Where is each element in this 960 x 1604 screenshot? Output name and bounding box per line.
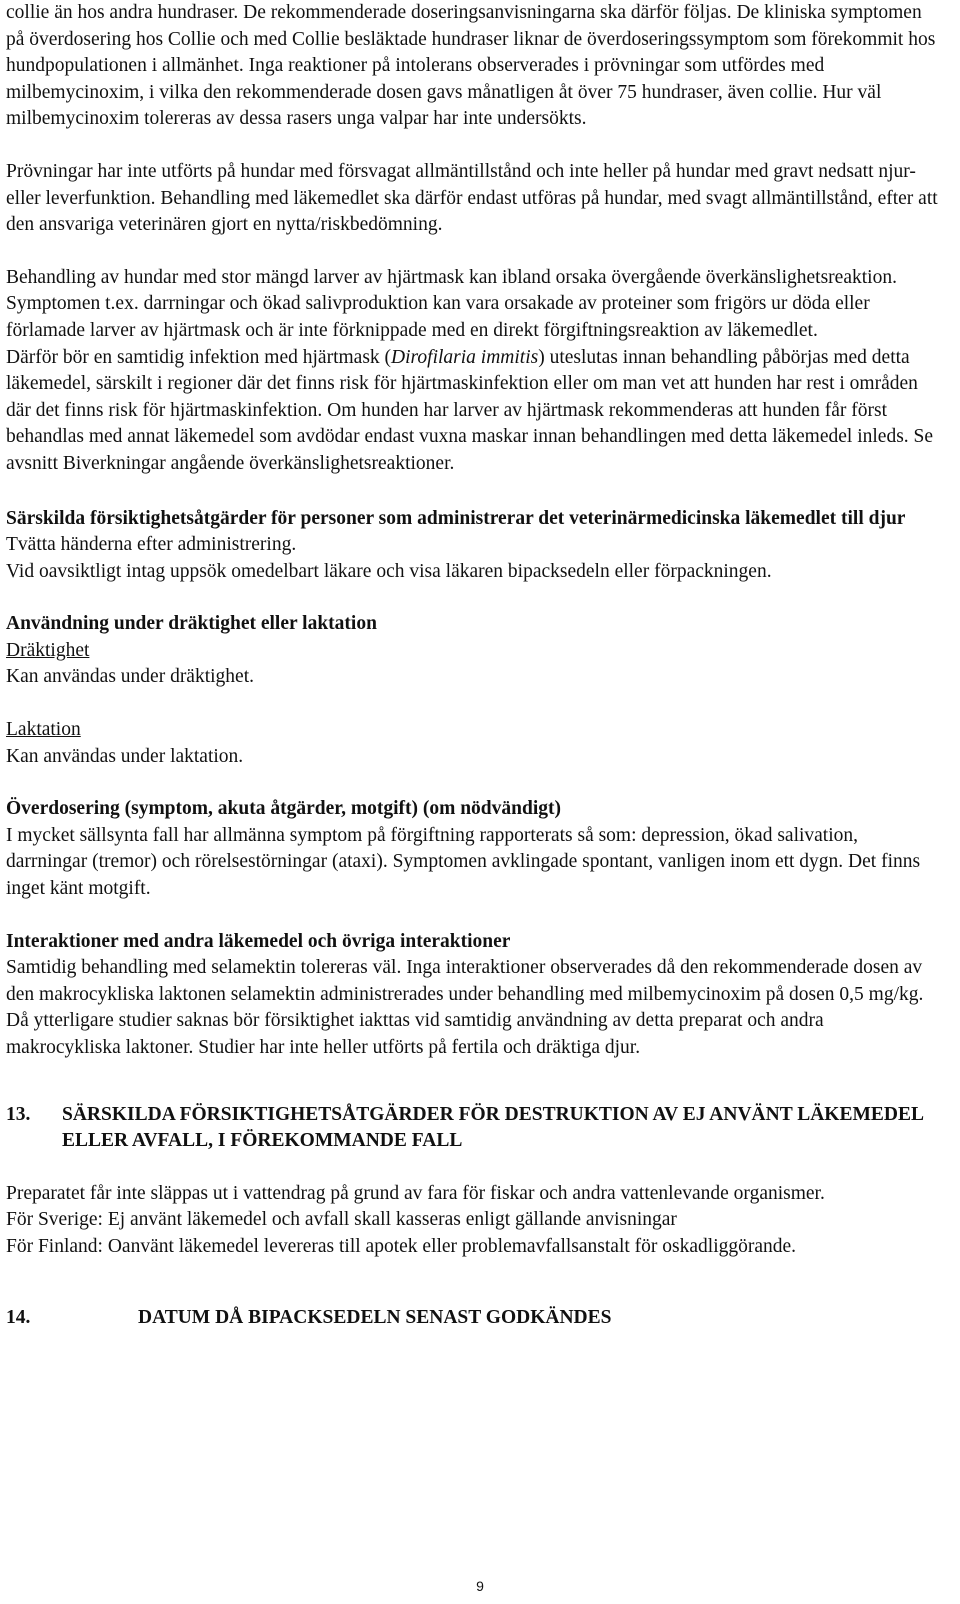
heading-precautions: Särskilda försiktighetsåtgärder för personer som administrerar det veterinärmedicinska läkemedlet till djur [6,507,906,529]
document-page [6,0,940,1331]
subheading-pregnancy: Dräktighet [6,639,90,661]
disposal-finland: För Finland: Oanvänt läkemedel levereras till apotek eller problemavfallsanstalt för oskadliggörande. [6,1235,797,1257]
paragraph-collie-tolerance: collie än hos andra hundraser. De rekommenderade doseringsanvisningarna ska därför följas. De kliniska symptomen på överdosering hos Collie och med Collie besläktade hundraser liknar de överdoseringssymptom som förekommit hos hundpopulationen i allmänhet. Inga reaktioner på intolerans observerades i prövningar som utfördes med milbemycinoxim, i vilka den rekommenderade dosen gavs månatligen åt över 75 hundraser, även collie. Hur väl milbemycinoxim tolereras av dessa rasers unga valpar har inte undersökts. [6,2,936,130]
lactation-text: Kan användas under laktation. [6,745,244,767]
section-number: 14. [6,1306,31,1328]
species-name: Dirofilaria immitis [391,346,539,368]
precautions-line-1: Tvätta händerna efter administrering. [6,534,297,556]
disposal-sweden: För Sverige: Ej använt läkemedel och avfall skall kasseras enligt gällande anvisningar [6,1209,677,1231]
precautions-line-2: Vid oavsiktligt intag uppsök omedelbart läkare och visa läkaren bipacksedeln eller förpackningen. [6,560,772,582]
paragraph-text: ) uteslutas innan behandling påbörjas med detta läkemedel, särskilt i regioner där det finns risk för hjärtmaskinfektion eller om man vet att hunden har rest i områden där det finns risk för hjärtmaskinfektion. Om hunden har larver av hjärtmask rekommenderas att hunden får först behandlas med annat läkemedel som avdödar endast vuxna maskar innan behandlingen med detta läkemedel inleds. Se avsnitt Biverkningar angående överkänslighetsreaktioner. [6,346,934,474]
heading-pregnancy-lactation: Användning under dräktighet eller laktation [6,613,377,635]
pregnancy-text: Kan användas under dräktighet. [6,666,254,688]
overdose-text: I mycket sällsynta fall har allmänna symptom på förgiftning rapporterats så som: depression, ökad salivation, darrningar (tremor) och rörelsestörningar (ataxi). Symptomen avklingade spontant, vanligen inom ett dygn. Det finns inget känt motgift. [6,824,921,900]
paragraph-weak-health: Prövningar har inte utförts på hundar med försvagat allmäntillstånd och inte heller på hundar med gravt nedsatt njur- eller leverfunktion. Behandling med läkemedlet ska därför endast utföras på hundar, med svagt allmäntillstånd, efter att den ansvariga veterinären gjort en nytta/riskbedömning. [6,160,938,236]
heading-overdose: Överdosering (symptom, akuta åtgärder, motgift) (om nödvändigt) [6,798,561,820]
page-number: 9 [476,1578,484,1594]
section-14-heading [6,1305,940,1332]
subheading-lactation: Laktation [6,719,81,741]
heading-interactions: Interaktioner med andra läkemedel och övriga interaktioner [6,930,511,952]
section-13-heading [6,1102,940,1155]
section-number: 13. [6,1103,31,1125]
interactions-text: Samtidig behandling med selamektin tolereras väl. Inga interaktioner observerades då den rekommenderade dosen av den makrocykliska laktonen selamektin administrerades under behandling med milbemycinoxim på dosen 0,5 mg/kg. Då ytterligare studier saknas bör försiktighet iakttas vid samtidig användning av detta preparat och andra makrocykliska laktoner. Studier har inte heller utförts på fertila och dräktiga djur. [6,957,924,1058]
paragraph-text: Därför bör en samtidig infektion med hjärtmask ( [6,346,392,368]
paragraph-heartworm-larvae: Behandling av hundar med stor mängd larver av hjärtmask kan ibland orsaka övergående överkänslighetsreaktion. Symptomen t.ex. darrningar och ökad salivproduktion kan vara orsakade av proteiner som frigörs ur döda eller förlamade larver av hjärtmask och är inte förknippade med en direkt förgiftningsreaktion av läkemedlet. [6,266,897,341]
disposal-text: Preparatet får inte släppas ut i vattendrag på grund av fara för fiskar och andra vattenlevande organismer. [6,1182,825,1204]
section-title: SÄRSKILDA FÖRSIKTIGHETSÅTGÄRDER FÖR DESTRUKTION AV EJ ANVÄNT LÄKEMEDEL ELLER AVFALL, I FÖREKOMMANDE FALL [62,1103,923,1152]
paragraph-heartworm-infection [6,345,940,478]
section-title: DATUM DÅ BIPACKSEDELN SENAST GODKÄNDES [138,1306,612,1328]
